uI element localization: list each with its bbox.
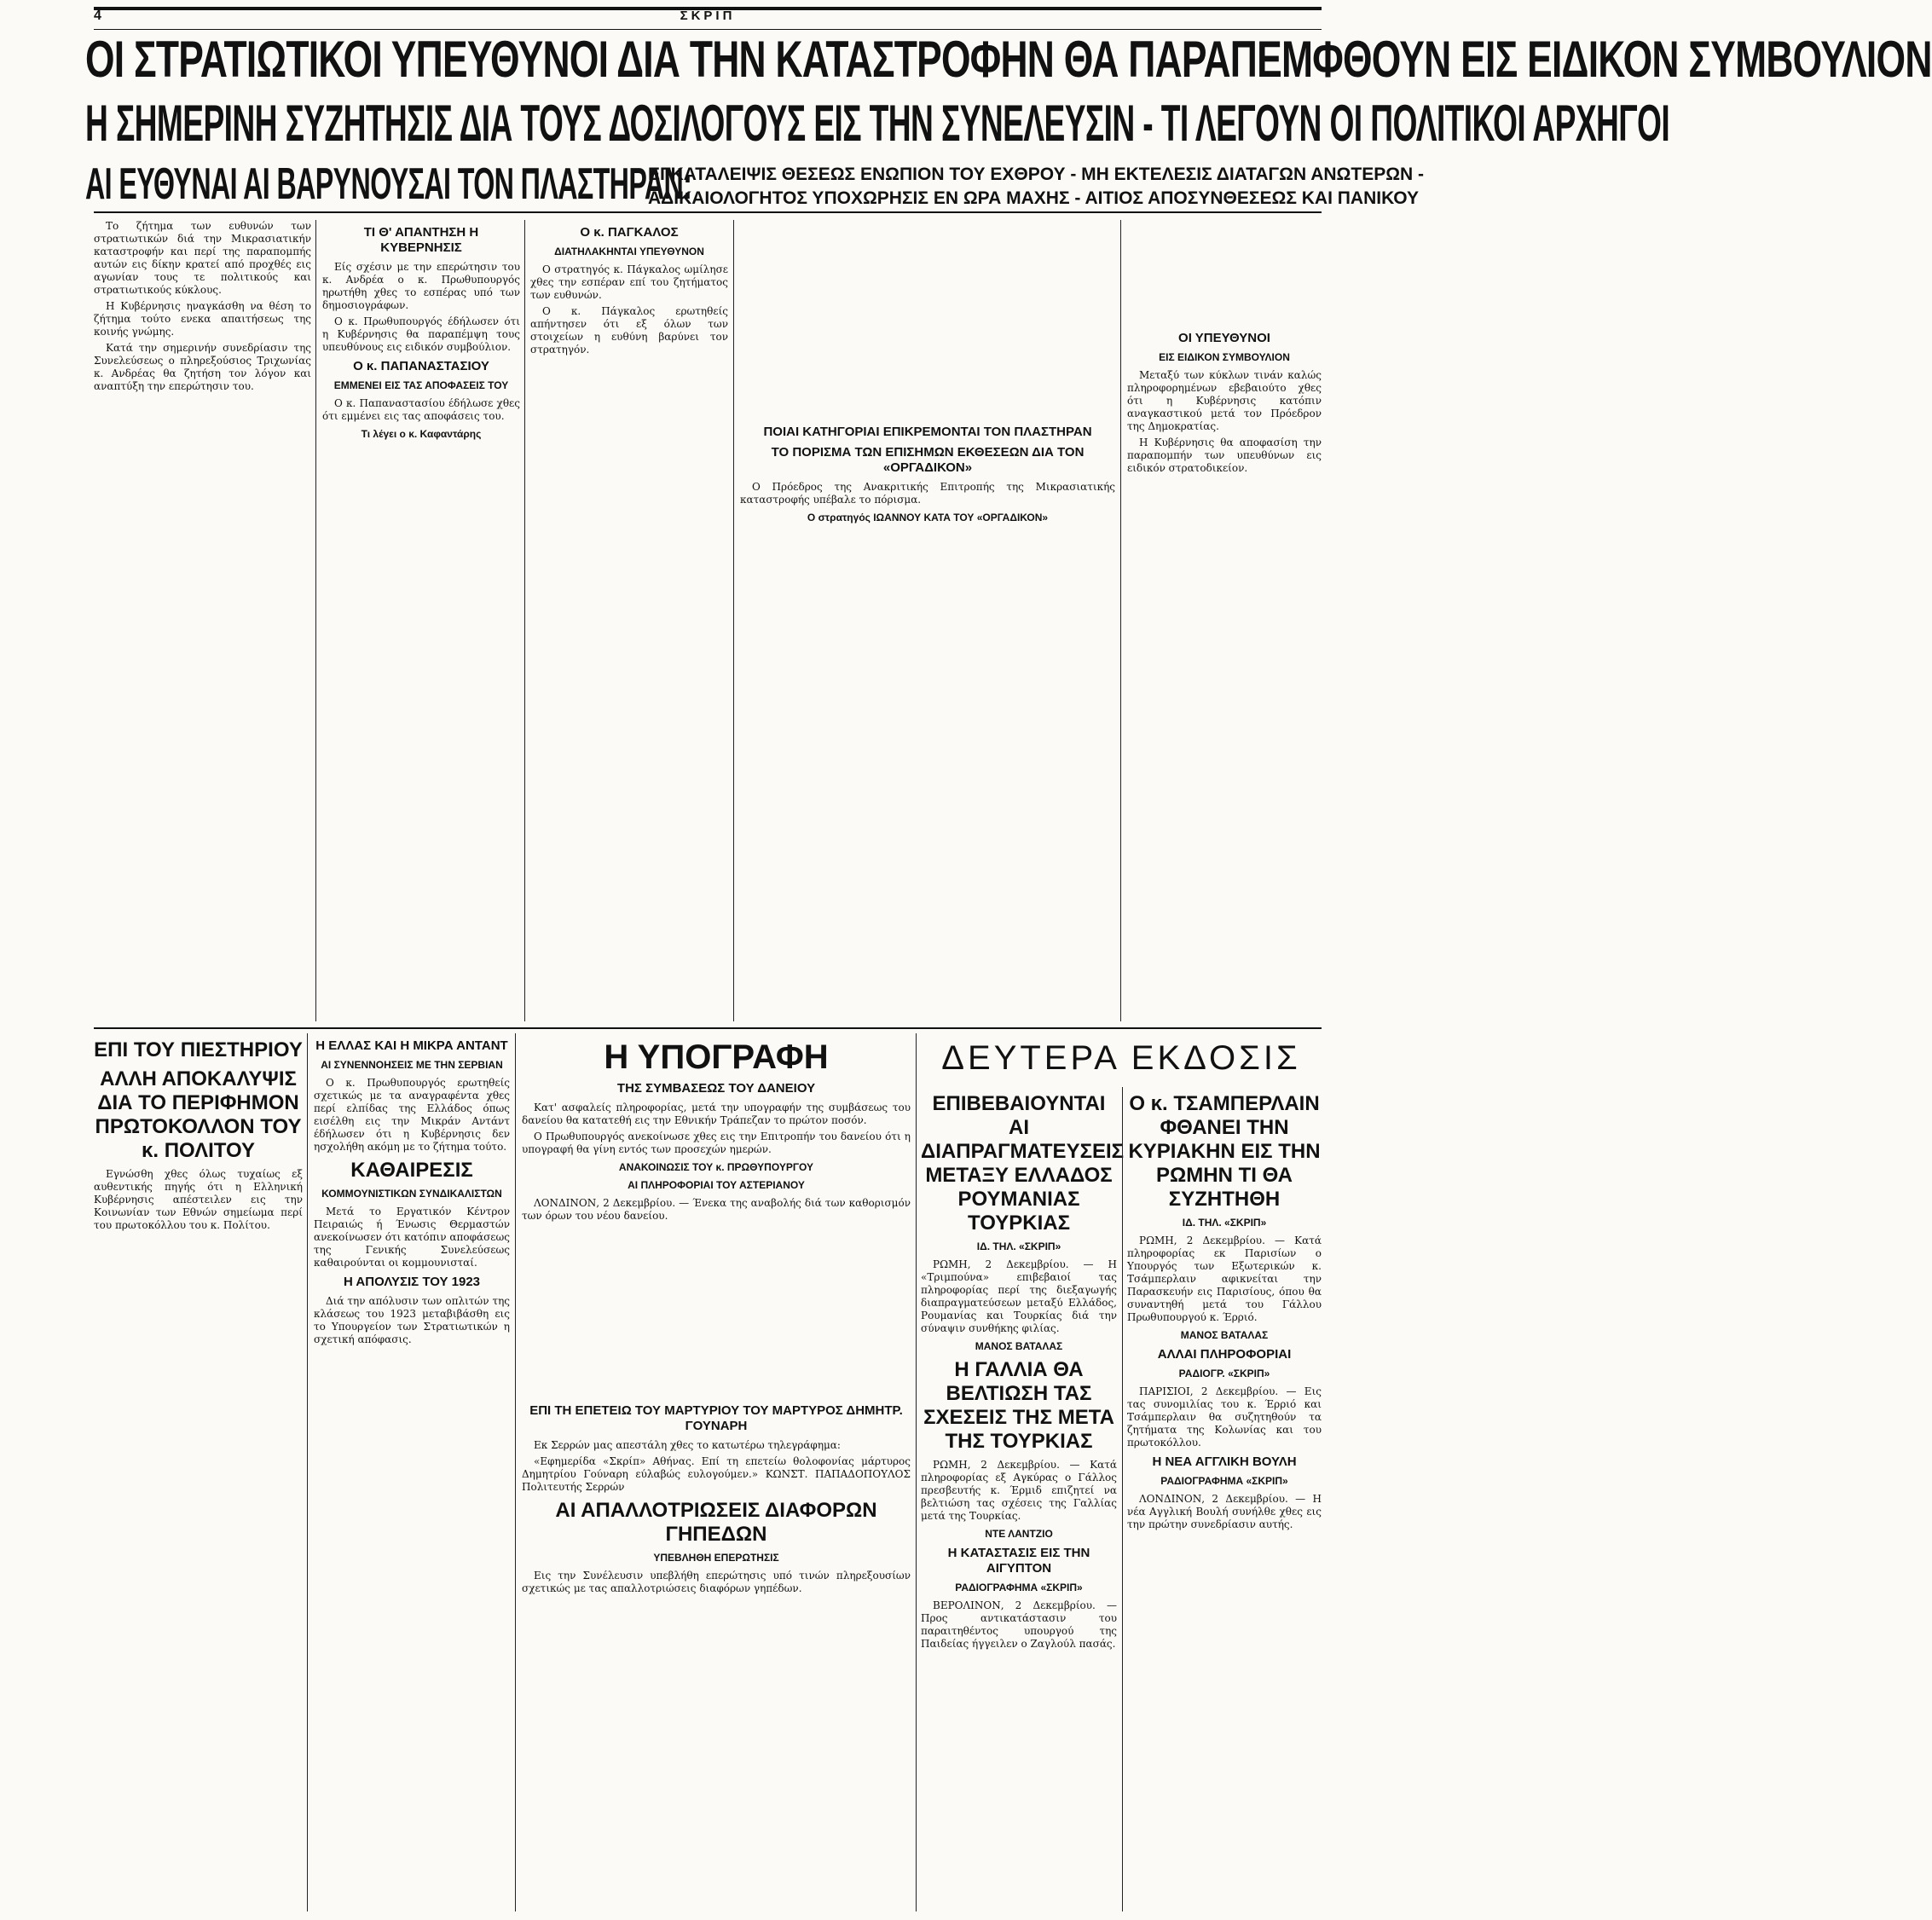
paragraph: Ο Πρωθυπουργός ανεκοίνωσε χθες εις την Επιτροπήν του δανείου ότι η υπογραφή θα γίνη εντός των προσεχών ημερών. (522, 1131, 911, 1155)
headline-3-sub-a: ΕΓΚΑΤΑΛΕΙΨΙΣ ΘΕΣΕΩΣ ΕΝΩΠΙΟΝ ΤΟΥ ΕΧΘΡΟΥ - ΜΗ ΕΚΤΕΛΕΣΙΣ ΔΙΑΤΑΓΩΝ ΑΝΩΤΕΡΩΝ - (648, 165, 1425, 184)
article-heading: Η ΝΕΑ ΑΓΓΛΙΚΗ ΒΟΥΛΗ (1152, 1454, 1297, 1469)
column-divider (515, 1033, 516, 1911)
article-column-3 (530, 220, 728, 1021)
article-heading: ΕΠΙΒΕΒΑΙΟΥΝΤΑΙ ΑΙ ΔΙΑΠΡΑΓΜΑΤΕΥΣΕΙΣ ΜΕΤΑΞΥ ΕΛΛΑΔΟΣ ΡΟΥΜΑΝΙΑΣ ΤΟΥΡΚΙΑΣ (921, 1092, 1125, 1235)
paragraph: Είς σχέσιν με την επερώτησιν του κ. Ανδρέα ο κ. Πρωθυπουργός ηρωτήθη χθες το εσπέρας υπό των δημοσιογράφων. (322, 261, 520, 311)
article-heading: ΑΛΛΑΙ ΠΛΗΡΟΦΟΡΙΑΙ (1157, 1347, 1292, 1362)
article-heading: Ο κ. ΤΣΑΜΠΕΡΛΑΙΝ ΦΘΑΝΕΙ ΤΗΝ ΚΥΡΙΑΚΗΝ ΕΙΣ ΤΗΝ ΡΩΜΗΝ ΤΙ ΘΑ ΣΥΖΗΤΗΘΗ (1128, 1092, 1321, 1211)
section-heading: ΟΙ ΥΠΕΥΘΥΝΟΙ (1178, 331, 1270, 345)
section-heading: ΠΟΙΑΙ ΚΑΤΗΓΟΡΙΑΙ ΕΠΙΚΡΕΜΟΝΤΑΙ ΤΟΝ ΠΛΑΣΤΗΡΑΝ (763, 425, 1092, 439)
article-heading: Η ΕΛΛΑΣ ΚΑΙ Η ΜΙΚΡΑ ΑΝΤΑΝΤ (315, 1038, 508, 1053)
divider (94, 211, 1322, 213)
headline-1: ΟΙ ΣΤΡΑΤΙΩΤΙΚΟΙ ΥΠΕΥΘΥΝΟΙ ΔΙΑ ΤΗΝ ΚΑΤΑΣΤΡΟΦΗΝ ΘΑ ΠΑΡΑΠΕΜΦΘΟΥΝ ΕΙΣ ΕΙΔΙΚΟΝ ΣΥΜΒΟΥΛΙΟΝ (85, 31, 1932, 88)
paragraph: Εις την Συνέλευσιν υπεβλήθη επερώτησις υπό τινών πληρεξουσίων σχετικώς με τας απαλλοτριώσεις διαφόρων γηπέδων. (522, 1570, 911, 1594)
paragraph: Εκ Σερρών μας απεστάλη χθες το κατωτέρω τηλεγράφημα: (534, 1439, 841, 1451)
column-divider (307, 1033, 308, 1911)
paragraph: ΒΕΡΟΛΙΝΟΝ, 2 Δεκεμβρίου. — Προς αντικατάστασιν του παραιτηθέντος υπουργού της Παιδείας ήγγειλεν ο Ζαγλούλ πασάς. (921, 1599, 1117, 1650)
article-balkan-talks (921, 1087, 1125, 1911)
paragraph: «Εφημερίδα «Σκρίπ» Αθήνας. Επί τη επετείω θολοφονίας μάρτυρος Δημητρίου Γούναρη εύλαβώς ευλογούμεν.» ΚΩΝΣΤ. ΠΑΠΑΔΟΠΟΥΛΟΣ Πολιτευτής Σερρών (522, 1455, 911, 1493)
section-subheading: ΕΜΜΕΝΕΙ ΕΙΣ ΤΑΣ ΑΠΟΦΑΣΕΙΣ ΤΟΥ (333, 379, 509, 391)
article-chamberlain (1127, 1087, 1322, 1911)
article-subheading: ΥΠΕΒΛΗΘΗ ΕΠΕΡΩΤΗΣΙΣ (653, 1552, 779, 1564)
article-subheading: ΤΗΣ ΣΥΜΒΑΣΕΩΣ ΤΟΥ ΔΑΝΕΙΟΥ (616, 1081, 816, 1096)
paper-name: ΣΚΡΙΠ (680, 9, 736, 23)
article-column-1 (94, 220, 311, 1021)
signature: ΜΑΝΟΣ ΒΑΤΑΛΑΣ (975, 1340, 1063, 1352)
column-divider (1122, 1087, 1123, 1911)
article-pistirion (94, 1033, 303, 1911)
column-divider (524, 220, 525, 1021)
dateline: ΙΔ. ΤΗΛ. «ΣΚΡΙΠ» (976, 1240, 1061, 1252)
article-heading: Η ΓΑΛΛΙΑ ΘΑ ΒΕΛΤΙΩΣΗ ΤΑΣ ΣΧΕΣΕΙΣ ΤΗΣ ΜΕΤΑ ΤΗΣ ΤΟΥΡΚΙΑΣ (923, 1358, 1114, 1453)
headline-2: Η ΣΗΜΕΡΙΝΗ ΣΥΖΗΤΗΣΙΣ ΔΙΑ ΤΟΥΣ ΔΟΣΙΛΟΓΟΥΣ ΕΙΣ ΤΗΝ ΣΥΝΕΛΕΥΣΙΝ - ΤΙ ΛΕΓΟΥΝ ΟΙ ΠΟΛΙΤΙΚΟΙ ΑΡΧΗΓΟΙ (85, 95, 1670, 152)
article-mikra-antant (314, 1033, 510, 1911)
divider (94, 1027, 1322, 1029)
section-subheading: ΕΙΣ ΕΙΔΙΚΟΝ ΣΥΜΒΟΥΛΙΟΝ (1159, 351, 1290, 363)
article-heading: ΕΠΙ ΤΗ ΕΠΕΤΕΙΩ ΤΟΥ ΜΑΡΤΥΡΙΟΥ ΤΟΥ ΜΑΡΤΥΡΟΣ ΔΗΜΗΤΡ. ΓΟΥΝΑΡΗ (529, 1403, 903, 1433)
signature: ΜΑΝΟΣ ΒΑΤΑΛΑΣ (1180, 1329, 1269, 1341)
article-heading: Η ΑΠΟΛΥΣΙΣ ΤΟΥ 1923 (343, 1275, 481, 1289)
paragraph: Εγνώσθη χθες όλως τυχαίως εξ αυθεντικής πηγής ότι η Ελληνική Κυβέρνησις απέστειλεν εις την Κοινωνίαν των Εθνών σημείωμα περί του πρωτοκόλλου του κ. Πολίτου. (94, 1168, 303, 1231)
paragraph: ΛΟΝΔΙΝΟΝ, 2 Δεκεμβρίου. — Ένεκα της αναβολής διά των καθορισμόν των όρων του νέου δανείου. (522, 1197, 911, 1222)
paragraph: Διά την απόλυσιν των οπλιτών της κλάσεως του 1923 μεταβιβάσθη εις το Υπουργείον των Στρατιωτικών η σχετική απόφασις. (314, 1295, 510, 1345)
article-column-2 (322, 220, 520, 1021)
signature: ΝΤΕ ΛΑΝΤΖΙΟ (985, 1528, 1053, 1540)
paragraph: ΠΑΡΙΣΙΟΙ, 2 Δεκεμβρίου. — Εις τας συνομιλίας του κ. Έρριό και Τσάμπερλαιν θα συζητηθούν τα ζητήματα της Κολωνίας και του πρωτοκόλλου. (1127, 1385, 1322, 1449)
section-heading: ΤΙ Θ' ΑΠΑΝΤΗΣΗ Η ΚΥΒΕΡΝΗΣΙΣ (363, 225, 479, 255)
page-number: 4 (94, 9, 101, 23)
paragraph: Μετά το Εργατικόν Κέντρον Πειραιώς ή Ένωσις Θερμαστών ανεκοίνωσεν ότι κατόπιν αποφάσεως της Γενικής Συνελεύσεως καθαιρούνται οι κομμουνισταί. (314, 1206, 510, 1269)
section-heading: Ο κ. ΠΑΠΑΝΑΣΤΑΣΙΟΥ (353, 359, 489, 373)
article-column-4 (740, 220, 1115, 1021)
masthead-bar (94, 7, 1322, 30)
paragraph: Η Κυβέρνησις θα αποφασίση την παραπομπήν των υπευθύνων εις ειδικόν στρατοδικείον. (1127, 437, 1322, 474)
kicker-heading: ΕΠΙ ΤΟΥ ΠΙΕΣΤΗΡΙΟΥ (94, 1038, 303, 1061)
article-column-5 (1127, 220, 1322, 1021)
section-subheading: Ο στρατηγός ΙΩΑΝΝΟΥ ΚΑΤΑ ΤΟΥ «ΟΡΓΑΔΙΚΟΝ» (807, 512, 1049, 523)
paragraph: Ο κ. Πρωθυπουργός έδήλωσεν ότι η Κυβέρνησις θα παραπέμψη τους υπευθύνους εις ειδικόν συμβούλιον. (322, 315, 520, 353)
paragraph: ΛΟΝΔΙΝΟΝ, 2 Δεκεμβρίου. — Η νέα Αγγλική Βουλή συνήλθε χθες εις την πρώτην συνεδρίασιν αυτής. (1127, 1493, 1322, 1530)
article-subheading: ΡΑΔΙΟΓΡΑΦΗΜΑ «ΣΚΡΙΠ» (955, 1582, 1083, 1593)
section-heading: Ο κ. ΠΑΓΚΑΛΟΣ (580, 225, 679, 240)
column-divider (1120, 220, 1121, 1021)
headline-3: ΑΙ ΕΥΘΥΝΑΙ ΑΙ ΒΑΡΥΝΟΥΣΑΙ ΤΟΝ ΠΛΑΣΤΗΡΑΝ: (85, 159, 692, 209)
dateline: ΙΔ. ΤΗΛ. «ΣΚΡΙΠ» (1182, 1217, 1267, 1229)
article-heading: Η ΚΑΤΑΣΤΑΣΙΣ ΕΙΣ ΤΗΝ ΑΙΓΥΠΤΟΝ (947, 1546, 1090, 1576)
column-divider (916, 1033, 917, 1911)
paragraph: Ο στρατηγός κ. Πάγκαλος ωμίλησε χθες την εσπέραν επί του ζητήματος των ευθυνών. (530, 263, 728, 301)
kicker-heading: ΔΕΥΤΕΡΑ ΕΚΔΟΣΙΣ (941, 1039, 1301, 1077)
section-heading: ΤΟ ΠΟΡΙΣΜΑ ΤΩΝ ΕΠΙΣΗΜΩΝ ΕΚΘΕΣΕΩΝ ΔΙΑ ΤΟΝ «ΟΡΓΑΔΙΚΟΝ» (771, 445, 1085, 475)
article-subheading: ΑΝΑΚΟΙΝΩΣΙΣ ΤΟΥ κ. ΠΡΩΘΥΠΟΥΡΓΟΥ (618, 1161, 814, 1173)
column-divider (315, 220, 316, 1021)
paragraph: Ο κ. Παπαναστασίου έδήλωσε χθες ότι εμμένει εις τας αποφάσεις του. (322, 397, 520, 422)
section-subheading: Τι λέγει ο κ. Καφαντάρης (361, 428, 482, 440)
article-heading: Η ΥΠΟΓΡΑΦΗ (604, 1038, 829, 1076)
paragraph: ΡΩΜΗ, 2 Δεκεμβρίου. — Κατά πληροφορίας εξ Αγκύρας ο Γάλλος πρεσβευτής κ. Έρμιδ επιζητεί να βελτιώση τας σχέσεις της Γαλλίας μετά της Τουρκίας. (921, 1459, 1117, 1522)
paragraph: Κατά την σημερινήν συνεδρίασιν της Συνελεύσεως ο πληρεξούσιος Τριχωνίας κ. Ανδρέας θα ζητήση τον λόγον και αναπτύξη την επερώτησιν του. (94, 342, 311, 392)
article-subheading: ΡΑΔΙΟΓΡΑΦΗΜΑ «ΣΚΡΙΠ» (1160, 1475, 1288, 1487)
article-heading: ΚΑΘΑΙΡΕΣΙΣ (350, 1159, 473, 1182)
paragraph: Ο κ. Πρωθυπουργός ερωτηθείς σχετικώς με τα αναγραφέντα χθες περί ελπίδας της Ελλάδος όπως εισέλθη εις την Μικράν Αντάντ έδήλωσεν ότι η Κυβέρνησις δεν ησχολήθη ακόμη με το ζήτημα τούτο. (314, 1077, 510, 1153)
paragraph: ΡΩΜΗ, 2 Δεκεμβρίου. — Κατά πληροφορίας εκ Παρισίων ο Υπουργός των Εξωτερικών κ. Τσάμπερλαιν αφικνείται την Παρασκευήν εις Παρισίους, όπου θα συναντηθή μετά του Γάλλου Πρωθυπουργού κ. Έρριό. (1127, 1235, 1322, 1323)
article-heading: ΑΛΛΗ ΑΠΟΚΑΛΥΨΙΣ ΔΙΑ ΤΟ ΠΕΡΙΦΗΜΟΝ ΠΡΩΤΟΚΟΛΛΟΝ ΤΟΥ κ. ΠΟΛΙΤΟΥ (95, 1067, 302, 1162)
article-subheading: ΚΟΜΜΟΥΝΙΣΤΙΚΩΝ ΣΥΝΔΙΚΑΛΙΣΤΩΝ (321, 1188, 502, 1200)
paragraph: Η Κυβέρνησις ηναγκάσθη να θέση το ζήτημα τούτο ενεκα απαιτήσεως της κοινής γνώμης. (94, 300, 311, 338)
column-divider (733, 220, 734, 1021)
article-subheading: ΑΙ ΠΛΗΡΟΦΟΡΙΑΙ ΤΟΥ ΑΣΤΕΡΙΑΝΟΥ (628, 1179, 805, 1191)
paragraph: Ο κ. Πάγκαλος ερωτηθείς απήντησεν ότι εξ όλων των στοιχείων η ευθύνη βαρύνει τον στρατηγόν. (530, 305, 728, 356)
paragraph: Το ζήτημα των ευθυνών των στρατιωτικών διά την Μικρασιατικήν καταστροφήν και περί της παραπομπής αυτών εις δίκην κρατεί από προχθές εις αγωνίαν τους τε πολιτικούς και στρατιωτικούς κύκλους. (94, 220, 311, 296)
article-heading: ΑΙ ΑΠΑΛΛΟΤΡΙΩΣΕΙΣ ΔΙΑΦΟΡΩΝ ΓΗΠΕΔΩΝ (555, 1499, 877, 1546)
second-edition-banner (921, 1033, 1322, 1084)
article-subheading: ΑΙ ΣΥΝΕΝΝΟΗΣΕΙΣ ΜΕ ΤΗΝ ΣΕΡΒΙΑΝ (321, 1059, 503, 1071)
paragraph: Ο Πρόεδρος της Ανακριτικής Επιτροπής της Μικρασιατικής καταστροφής υπέβαλε το πόρισμα. (740, 481, 1115, 506)
paragraph: Κατ' ασφαλείς πληροφορίας, μετά την υπογραφήν της συμβάσεως του δανείου θα κατατεθή εις την Εθνικήν Τράπεζαν το πρώτον ποσόν. (522, 1102, 911, 1126)
paragraph: ΡΩΜΗ, 2 Δεκεμβρίου. — Η «Τριμπούνα» επιβεβαιοί τας πληροφορίας περί της διεξαγωγής διαπραγματεύσεων μεταξύ Ελλάδος, Ρουμανίας και Τουρκίας διά την σύναψιν συνθήκης φιλίας. (921, 1258, 1117, 1334)
article-gounaris (522, 1398, 911, 1910)
headline-3-sub-b: ΑΔΙΚΑΙΟΛΟΓΗΤΟΣ ΥΠΟΧΩΡΗΣΙΣ ΕΝ ΩΡΑ ΜΑΧΗΣ - ΑΙΤΙΟΣ ΑΠΟΣΥΝΘΕΣΕΩΣ ΚΑΙ ΠΑΝΙΚΟΥ (648, 188, 1420, 208)
paragraph: Μεταξύ των κύκλων τινάν καλώς πληροφορημένων εβεβαιούτο χθες ότι η Κυβέρνησις κατόπιν αναγκαστικού μετά τον Πρόεδρον της Δημοκρατίας. (1127, 369, 1322, 432)
section-subheading: ΔΙΑΤΗΛΑΚΗΝΤΑΙ ΥΠΕΥΘΥΝΟΝ (554, 246, 704, 257)
article-subheading: ΡΑΔΙΟΓΡ. «ΣΚΡΙΠ» (1178, 1368, 1270, 1379)
